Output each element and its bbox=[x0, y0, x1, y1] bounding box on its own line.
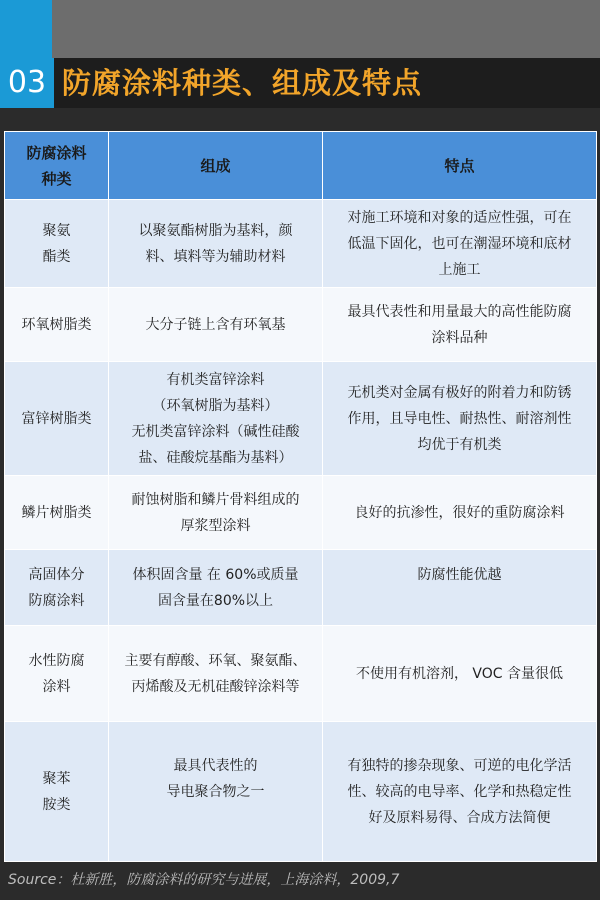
cell-line: 好及原料易得、合成方法简便 bbox=[368, 809, 551, 826]
cell-line: 防腐性能优越 bbox=[417, 566, 502, 583]
cell-line bbox=[115, 805, 316, 831]
cell-type bbox=[5, 626, 109, 722]
cell-type: 环氧树脂类 bbox=[5, 288, 109, 362]
cell-line: 以聚氨酯树脂为基料，颜 bbox=[138, 222, 293, 239]
header-type-line: 防腐涂料 bbox=[26, 143, 87, 162]
cell-line: 盐、硅酸烷基酯为基料） bbox=[138, 449, 293, 466]
table-header-row bbox=[5, 132, 597, 200]
cell-features: 不使用有机溶剂， VOC 含量很低 bbox=[323, 626, 597, 722]
cell-composition bbox=[109, 550, 323, 626]
cell-line: 防腐涂料 bbox=[28, 592, 85, 609]
cell-line: 主要有醇酸、环氧、聚氨酯、 bbox=[124, 652, 307, 669]
cell-composition bbox=[109, 362, 323, 476]
table-row bbox=[5, 288, 597, 362]
cell-line: 丙烯酸及无机硅酸锌涂料等 bbox=[131, 678, 300, 695]
column-header-features: 特点 bbox=[323, 132, 597, 200]
cell-composition bbox=[109, 626, 323, 722]
cell-line: 最具代表性的 bbox=[173, 757, 258, 774]
cell-line: 涂料 bbox=[42, 678, 71, 695]
cell-composition bbox=[109, 476, 323, 550]
cell-line: 均优于有机类 bbox=[417, 436, 502, 453]
cell-line: 对施工环境和对象的适应性强，可在 bbox=[347, 209, 572, 226]
cell-line: 有独特的掺杂现象、可逆的电化学活 bbox=[347, 757, 572, 774]
cell-features bbox=[323, 550, 597, 626]
coatings-table-container bbox=[4, 131, 596, 861]
cell-composition bbox=[109, 200, 323, 288]
cell-composition bbox=[109, 722, 323, 862]
cell-composition: 大分子链上含有环氧基 bbox=[109, 288, 323, 362]
cell-line: 低温下固化，也可在潮湿环境和底材 bbox=[347, 235, 572, 252]
cell-type: 富锌树脂类 bbox=[5, 362, 109, 476]
cell-line: 胺类 bbox=[42, 796, 71, 813]
cell-line: 耐蚀树脂和鳞片骨料组成的 bbox=[131, 491, 300, 508]
page-title: 防腐涂料种类、组成及特点 bbox=[62, 66, 423, 100]
cell-features bbox=[323, 362, 597, 476]
cell-line: （环氧树脂为基料） bbox=[152, 397, 279, 414]
cell-features bbox=[323, 200, 597, 288]
cell-line: 酯类 bbox=[42, 248, 71, 265]
table-row bbox=[5, 626, 597, 722]
cell-line: 作用，且导电性、耐热性、耐溶剂性 bbox=[347, 410, 572, 427]
source-citation: Source：杜新胜，防腐涂料的研究与进展，上海涂料，2009,7 bbox=[8, 872, 400, 888]
table-row bbox=[5, 722, 597, 862]
section-number: 03 bbox=[0, 58, 54, 108]
cell-line: 性、较高的电导率、化学和热稳定性 bbox=[347, 783, 572, 800]
cell-type bbox=[5, 550, 109, 626]
table-row bbox=[5, 362, 597, 476]
table-row bbox=[5, 200, 597, 288]
cell-type bbox=[5, 200, 109, 288]
cell-line: 固含量在80%以上 bbox=[157, 592, 274, 609]
cell-line: 厚浆型涂料 bbox=[180, 517, 251, 534]
cell-line: 水性防腐 bbox=[28, 652, 85, 669]
cell-line: 有机类富锌涂料 bbox=[166, 371, 265, 388]
cell-type: 鳞片树脂类 bbox=[5, 476, 109, 550]
cell-line: 导电聚合物之一 bbox=[166, 783, 265, 800]
cell-line bbox=[329, 588, 590, 614]
cell-features bbox=[323, 288, 597, 362]
cell-line: 体积固含量 在 60%或质量 bbox=[132, 566, 299, 583]
cell-line: 料、填料等为辅助材料 bbox=[145, 248, 286, 265]
cell-features bbox=[323, 722, 597, 862]
header-type-line: 种类 bbox=[41, 169, 72, 188]
cell-type bbox=[5, 722, 109, 862]
cell-line: 聚苯 bbox=[42, 770, 71, 787]
cell-line: 最具代表性和用量最大的高性能防腐 bbox=[347, 303, 572, 320]
column-header-type bbox=[5, 132, 109, 200]
cell-line: 无机类富锌涂料（碱性硅酸 bbox=[131, 423, 300, 440]
coatings-table bbox=[4, 131, 597, 862]
table-row bbox=[5, 476, 597, 550]
cell-line: 高固体分 bbox=[28, 566, 85, 583]
column-header-composition: 组成 bbox=[109, 132, 323, 200]
cell-line: 上施工 bbox=[438, 261, 481, 278]
table-row bbox=[5, 550, 597, 626]
cell-features: 良好的抗渗性，很好的重防腐涂料 bbox=[323, 476, 597, 550]
cell-line: 无机类对金属有极好的附着力和防锈 bbox=[347, 384, 572, 401]
cell-line: 涂料品种 bbox=[431, 329, 488, 346]
cell-line: 聚氨 bbox=[42, 222, 71, 239]
